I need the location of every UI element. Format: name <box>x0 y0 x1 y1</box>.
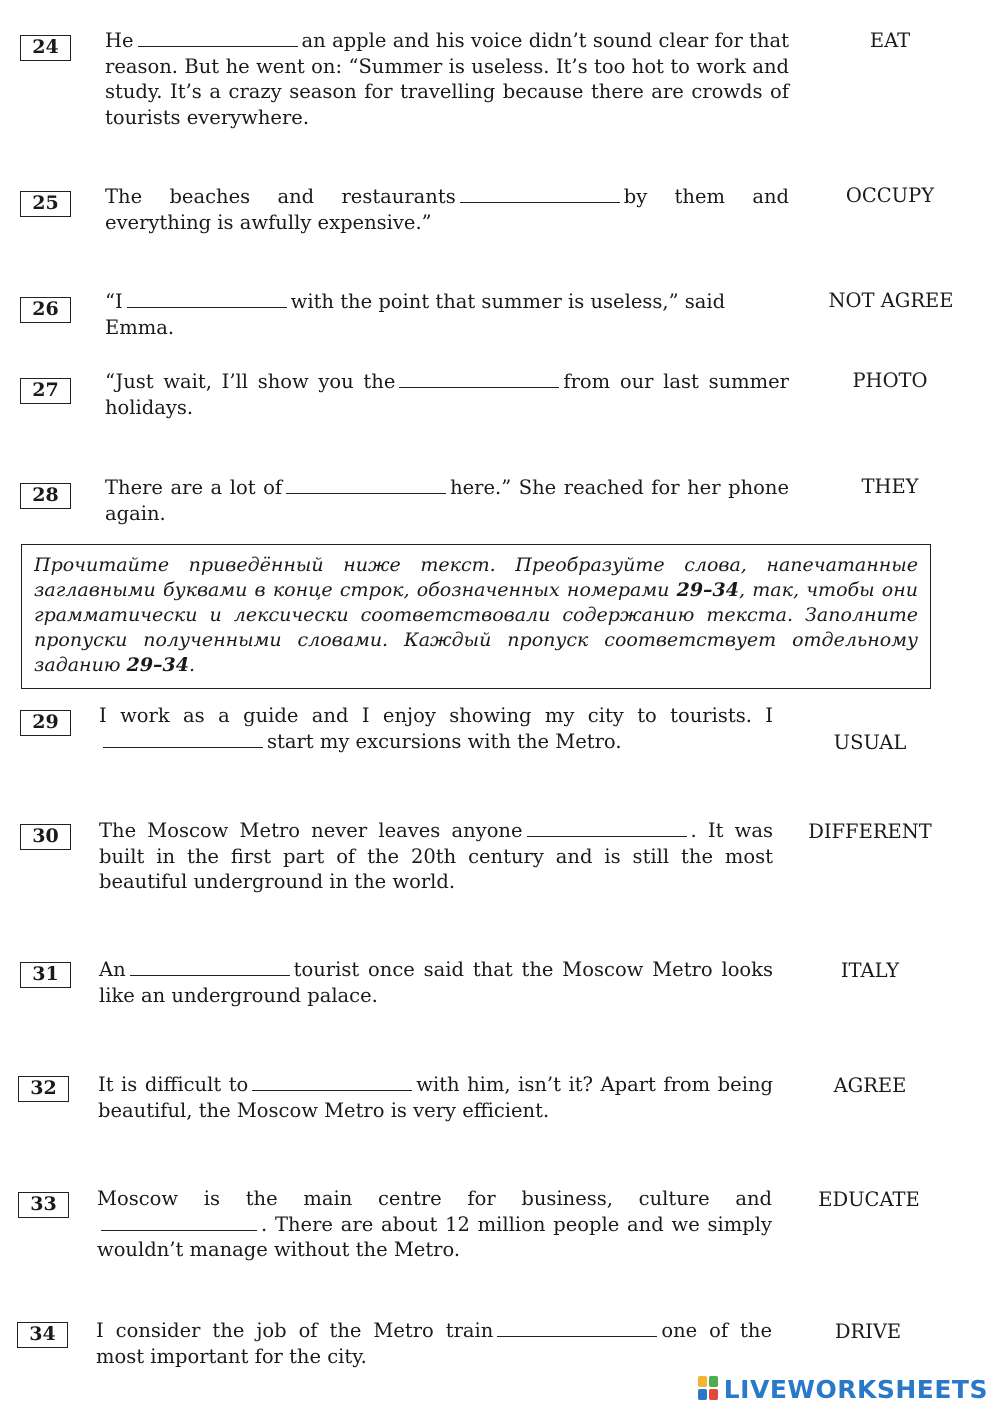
item-number: 32 <box>18 1076 69 1102</box>
item-number: 28 <box>20 483 71 509</box>
answer-blank[interactable] <box>497 1335 657 1337</box>
item-number: 29 <box>20 710 71 736</box>
instruction-box: Прочитайте приведённый ниже текст. Преобразуйте слова, напечатанные заглавными буквами в конце строк, обозначенных номерами 29–34, так, чтобы они грамматически и лексически соответствовали содержанию текста. Заполните пропуски полученными словами. Каждый пропуск соответствует отдельному заданию 29–34. <box>21 544 931 689</box>
answer-blank[interactable] <box>286 492 446 494</box>
item-text: The Moscow Metro never leaves anyone . It was built in the first part of the 20th century and is still the most beautiful underground in the world. <box>99 819 773 893</box>
answer-blank[interactable] <box>460 201 620 203</box>
answer-blank[interactable] <box>138 45 298 47</box>
answer-blank[interactable] <box>399 386 559 388</box>
keyword: AGREE <box>833 1074 907 1097</box>
item-text: He an apple and his voice didn’t sound clear for that reason. But he went on: “Summer is useless. It’s too hot to work and study. It’s a crazy season for travelling because there are crowds of tourists everywhere. <box>105 29 789 129</box>
item-number: 33 <box>18 1192 69 1218</box>
item-text: It is difficult to with him, isn’t it? Apart from being beautiful, the Moscow Metro is very efficient. <box>98 1073 773 1122</box>
item-text: The beaches and restaurants by them and everything is awfully expensive.” <box>105 185 789 234</box>
item-text: “Just wait, I’ll show you the from our last summer holidays. <box>105 370 789 419</box>
item-text: There are a lot of here.” She reached for her phone again. <box>105 476 789 525</box>
item-text: “I with the point that summer is useless,” said Emma. <box>105 290 726 339</box>
keyword: EAT <box>869 29 911 52</box>
answer-blank[interactable] <box>252 1089 412 1091</box>
keyword: THEY <box>861 475 919 498</box>
item-text: Moscow is the main centre for business, culture and. There are about 12 million people and we simply wouldn’t manage without the Metro. <box>97 1187 772 1261</box>
item-number: 31 <box>20 962 71 988</box>
logo-text: LIVEWORKSHEETS <box>723 1374 988 1404</box>
keyword: ITALY <box>840 959 900 982</box>
item-number: 27 <box>20 378 71 404</box>
keyword: PHOTO <box>852 369 928 392</box>
item-text: An tourist once said that the Moscow Metro looks like an underground palace. <box>99 958 773 1007</box>
item-number: 30 <box>20 824 71 850</box>
answer-blank[interactable] <box>103 746 263 748</box>
item-number: 26 <box>20 297 71 323</box>
keyword: DIFFERENT <box>808 820 932 843</box>
liveworksheets-logo <box>698 1374 988 1404</box>
item-text: I work as a guide and I enjoy showing my city to tourists. Istart my excursions with the Metro. <box>99 704 773 753</box>
answer-blank[interactable] <box>130 974 290 976</box>
keyword: USUAL <box>833 731 907 754</box>
keyword: EDUCATE <box>818 1188 920 1211</box>
keyword: OCCUPY <box>845 184 935 207</box>
answer-blank[interactable] <box>127 306 287 308</box>
item-number: 34 <box>17 1322 68 1348</box>
keyword: DRIVE <box>834 1320 902 1343</box>
keyword: NOT AGREE <box>828 289 954 312</box>
logo-icon <box>698 1376 720 1402</box>
answer-blank[interactable] <box>101 1229 257 1231</box>
item-number: 25 <box>20 191 71 217</box>
item-text: I consider the job of the Metro train one of the most important for the city. <box>96 1319 772 1368</box>
item-number: 24 <box>20 35 71 61</box>
answer-blank[interactable] <box>527 835 687 837</box>
